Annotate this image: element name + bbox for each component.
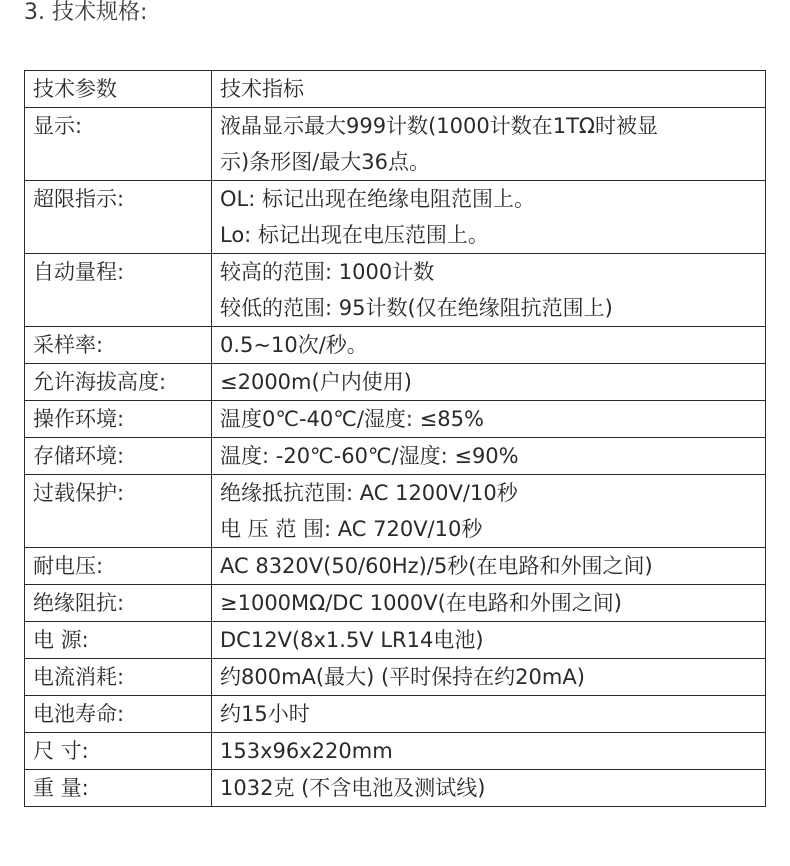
param-cell: 电池寿命: — [25, 696, 212, 733]
value-cell — [212, 585, 766, 622]
value-line: 0.5~10次/秒。 — [220, 333, 368, 357]
table-header-row — [25, 71, 766, 108]
param-cell: 尺 寸: — [25, 733, 212, 770]
param-cell: 显示: — [25, 108, 212, 181]
table-row — [25, 659, 766, 696]
table-row — [25, 254, 766, 327]
table-row — [25, 733, 766, 770]
table-row — [25, 108, 766, 181]
param-cell: 绝缘阻抗: — [25, 585, 212, 622]
param-cell: 电 源: — [25, 622, 212, 659]
value-line: 较低的范围: 95计数(仅在绝缘阻抗范围上) — [220, 296, 613, 320]
value-line: 约800mA(最大) (平时保持在约20mA) — [220, 665, 585, 689]
value-line: 较高的范围: 1000计数 — [220, 260, 435, 284]
section-title: 3. 技术规格: — [24, 0, 148, 25]
value-cell — [212, 622, 766, 659]
param-cell: 采样率: — [25, 327, 212, 364]
table-row — [25, 327, 766, 364]
value-cell — [212, 475, 766, 548]
value-cell — [212, 401, 766, 438]
value-cell — [212, 659, 766, 696]
value-line: 液晶显示最大999计数(1000计数在1TΩ时被显 — [220, 114, 658, 138]
value-cell — [212, 181, 766, 254]
value-cell — [212, 438, 766, 475]
param-cell: 自动量程: — [25, 254, 212, 327]
param-cell: 耐电压: — [25, 548, 212, 585]
value-line: 示)条形图/最大36点。 — [220, 150, 430, 174]
value-line: OL: 标记出现在绝缘电阻范围上。 — [220, 187, 535, 211]
value-cell — [212, 254, 766, 327]
value-cell — [212, 696, 766, 733]
value-cell — [212, 770, 766, 807]
param-cell: 操作环境: — [25, 401, 212, 438]
value-line: 绝缘抵抗范围: AC 1200V/10秒 — [220, 481, 518, 505]
table-row — [25, 364, 766, 401]
table-row — [25, 770, 766, 807]
param-cell: 电流消耗: — [25, 659, 212, 696]
header-value-cell: 技术指标 — [212, 71, 766, 108]
param-cell: 允许海拔高度: — [25, 364, 212, 401]
table-row — [25, 401, 766, 438]
value-cell — [212, 733, 766, 770]
value-line: AC 8320V(50/60Hz)/5秒(在电路和外围之间) — [220, 554, 653, 578]
value-line: 153x96x220mm — [220, 739, 393, 763]
value-line: Lo: 标记出现在电压范围上。 — [220, 223, 489, 247]
value-line: 温度: -20℃-60℃/湿度: ≤90% — [220, 444, 519, 468]
table-row — [25, 438, 766, 475]
param-cell: 存储环境: — [25, 438, 212, 475]
table-row — [25, 548, 766, 585]
table-row — [25, 181, 766, 254]
param-cell: 重 量: — [25, 770, 212, 807]
value-cell — [212, 548, 766, 585]
param-cell: 过载保护: — [25, 475, 212, 548]
table-row — [25, 696, 766, 733]
value-line: DC12V(8x1.5V LR14电池) — [220, 628, 484, 652]
value-cell — [212, 364, 766, 401]
value-line: 温度0℃-40℃/湿度: ≤85% — [220, 407, 484, 431]
table-row — [25, 622, 766, 659]
value-line: ≤2000m(户内使用) — [220, 370, 412, 394]
header-param-cell: 技术参数 — [25, 71, 212, 108]
value-cell — [212, 327, 766, 364]
value-cell — [212, 108, 766, 181]
spec-table — [24, 70, 766, 807]
value-line: 电 压 范 围: AC 720V/10秒 — [220, 517, 483, 541]
value-line: 1032克 (不含电池及测试线) — [220, 776, 486, 800]
value-line: 约15小时 — [220, 702, 310, 726]
table-row — [25, 585, 766, 622]
param-cell: 超限指示: — [25, 181, 212, 254]
spec-table-body — [25, 71, 766, 807]
table-row — [25, 475, 766, 548]
value-line: ≥1000MΩ/DC 1000V(在电路和外围之间) — [220, 591, 622, 615]
